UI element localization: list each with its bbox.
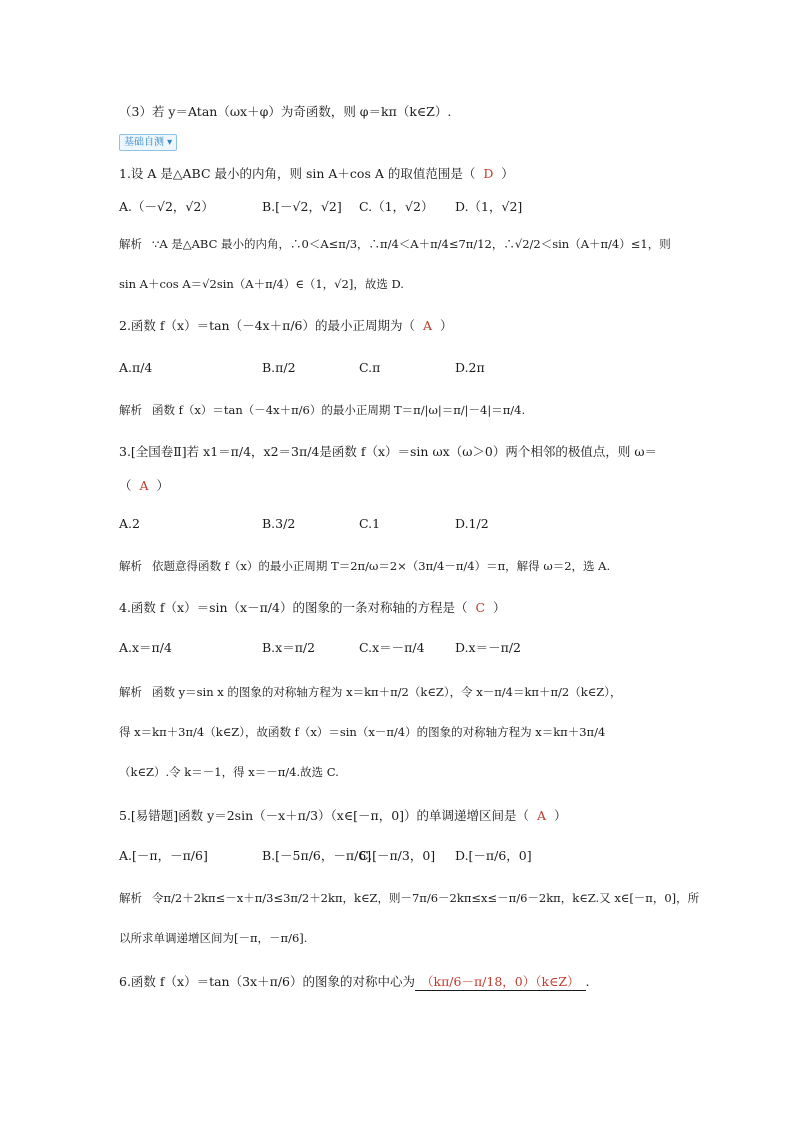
q6-answer-blank: （kπ/6－π/18，0）（k∈Z） — [415, 974, 586, 991]
q1-solution-1: 解析 ∵A 是△ABC 最小的内角，∴0＜A≤π/3，∴π/4＜A＋π/4≤7π/12，∴√2/2＜sin（A＋π/4）≤1，则 — [119, 237, 671, 251]
q5-solution-2: 以所求单调递增区间为[－π，－π/6]. — [119, 931, 308, 945]
q4-solution-1: 解析 函数 y＝sin x 的图象的对称轴方程为 x＝kπ＋π/2（k∈Z），令 x－π/4＝kπ＋π/2（k∈Z）， — [119, 685, 622, 699]
q5-solution-1: 解析 令π/2＋2kπ≤－x＋π/3≤3π/2＋2kπ，k∈Z，则－7π/6－2kπ≤x≤－π/6－2kπ，k∈Z.又 x∈[－π，0]，所 — [119, 891, 700, 905]
q4-option-d: D.x＝－π/2 — [455, 640, 521, 655]
q4-solution-3: （k∈Z）.令 k＝－1，得 x＝－π/4.故选 C. — [119, 765, 339, 779]
q3-stem: 3.[全国卷Ⅱ]若 x1＝π/4，x2＝3π/4是函数 f（x）＝sin ωx（ω＞0）两个相邻的极值点，则 ω＝ — [119, 444, 658, 459]
q5-stem: 5.[易错题]函数 y＝2sin（－x＋π/3）（x∈[－π，0]）的单调递增区间是（ A ） — [119, 808, 567, 823]
intro-line: （3）若 y＝Atan（ωx＋φ）为奇函数，则 φ＝kπ（k∈Z）. — [119, 104, 452, 119]
q3-stem-cont: （ A ） — [119, 478, 169, 493]
q1-solution-2: sin A＋cos A＝√2sin（A＋π/4）∈（1，√2]，故选 D. — [119, 277, 404, 291]
q3-answer: A — [139, 478, 149, 493]
q4-solution-2: 得 x＝kπ＋3π/4（k∈Z），故函数 f（x）＝sin（x－π/4）的图象的对称轴方程为 x＝kπ＋3π/4 — [119, 725, 606, 739]
q2-option-d: D.2π — [455, 360, 485, 375]
q2-stem: 2.函数 f（x）＝tan（－4x＋π/6）的最小正周期为（ A ） — [119, 318, 453, 333]
q3-option-b: B.3/2 — [262, 516, 296, 531]
q2-option-b: B.π/2 — [262, 360, 296, 375]
section-badge: 基础自测 ▾ — [119, 134, 177, 151]
q4-option-b: B.x＝π/2 — [262, 640, 316, 655]
q1-answer: D — [483, 166, 494, 181]
q4-option-a: A.x＝π/4 — [119, 640, 172, 655]
q5-option-d: D.[－π/6，0] — [455, 848, 532, 863]
q5-answer: A — [537, 808, 547, 823]
q2-option-c: C.π — [359, 360, 381, 375]
q3-option-a: A.2 — [119, 516, 140, 531]
q1-option-b: B.[－√2，√2] — [262, 199, 342, 214]
q1-stem: 1.设 A 是△ABC 最小的内角，则 sin A＋cos A 的取值范围是（ D ） — [119, 166, 514, 181]
q5-option-c: C.[－π/3，0] — [359, 848, 436, 863]
q5-option-a: A.[－π，－π/6] — [119, 848, 208, 863]
q4-answer: C — [475, 600, 486, 615]
q2-option-a: A.π/4 — [119, 360, 153, 375]
q3-solution-1: 解析 依题意得函数 f（x）的最小正周期 T＝2π/ω＝2×（3π/4－π/4）＝π，解得 ω＝2，选 A. — [119, 559, 611, 573]
q3-option-d: D.1/2 — [455, 516, 489, 531]
q4-stem: 4.函数 f（x）＝sin（x－π/4）的图象的一条对称轴的方程是（ C ） — [119, 600, 506, 615]
q1-option-a: A.（－√2，√2） — [119, 199, 214, 214]
q1-option-c: C.（1，√2） — [359, 199, 434, 214]
q2-answer: A — [422, 318, 432, 333]
q4-option-c: C.x＝－π/4 — [359, 640, 425, 655]
q1-option-d: D.（1，√2] — [455, 199, 523, 214]
q6-stem: 6.函数 f（x）＝tan（3x＋π/6）的图象的对称中心为 （kπ/6－π/18，0）（k∈Z） . — [119, 974, 590, 989]
q5-option-b: B.[－5π/6，－π/6] — [262, 848, 372, 863]
q2-solution-1: 解析 函数 f（x）＝tan（－4x＋π/6）的最小正周期 T＝π/|ω|＝π/|－4|＝π/4. — [119, 403, 526, 417]
q3-option-c: C.1 — [359, 516, 381, 531]
